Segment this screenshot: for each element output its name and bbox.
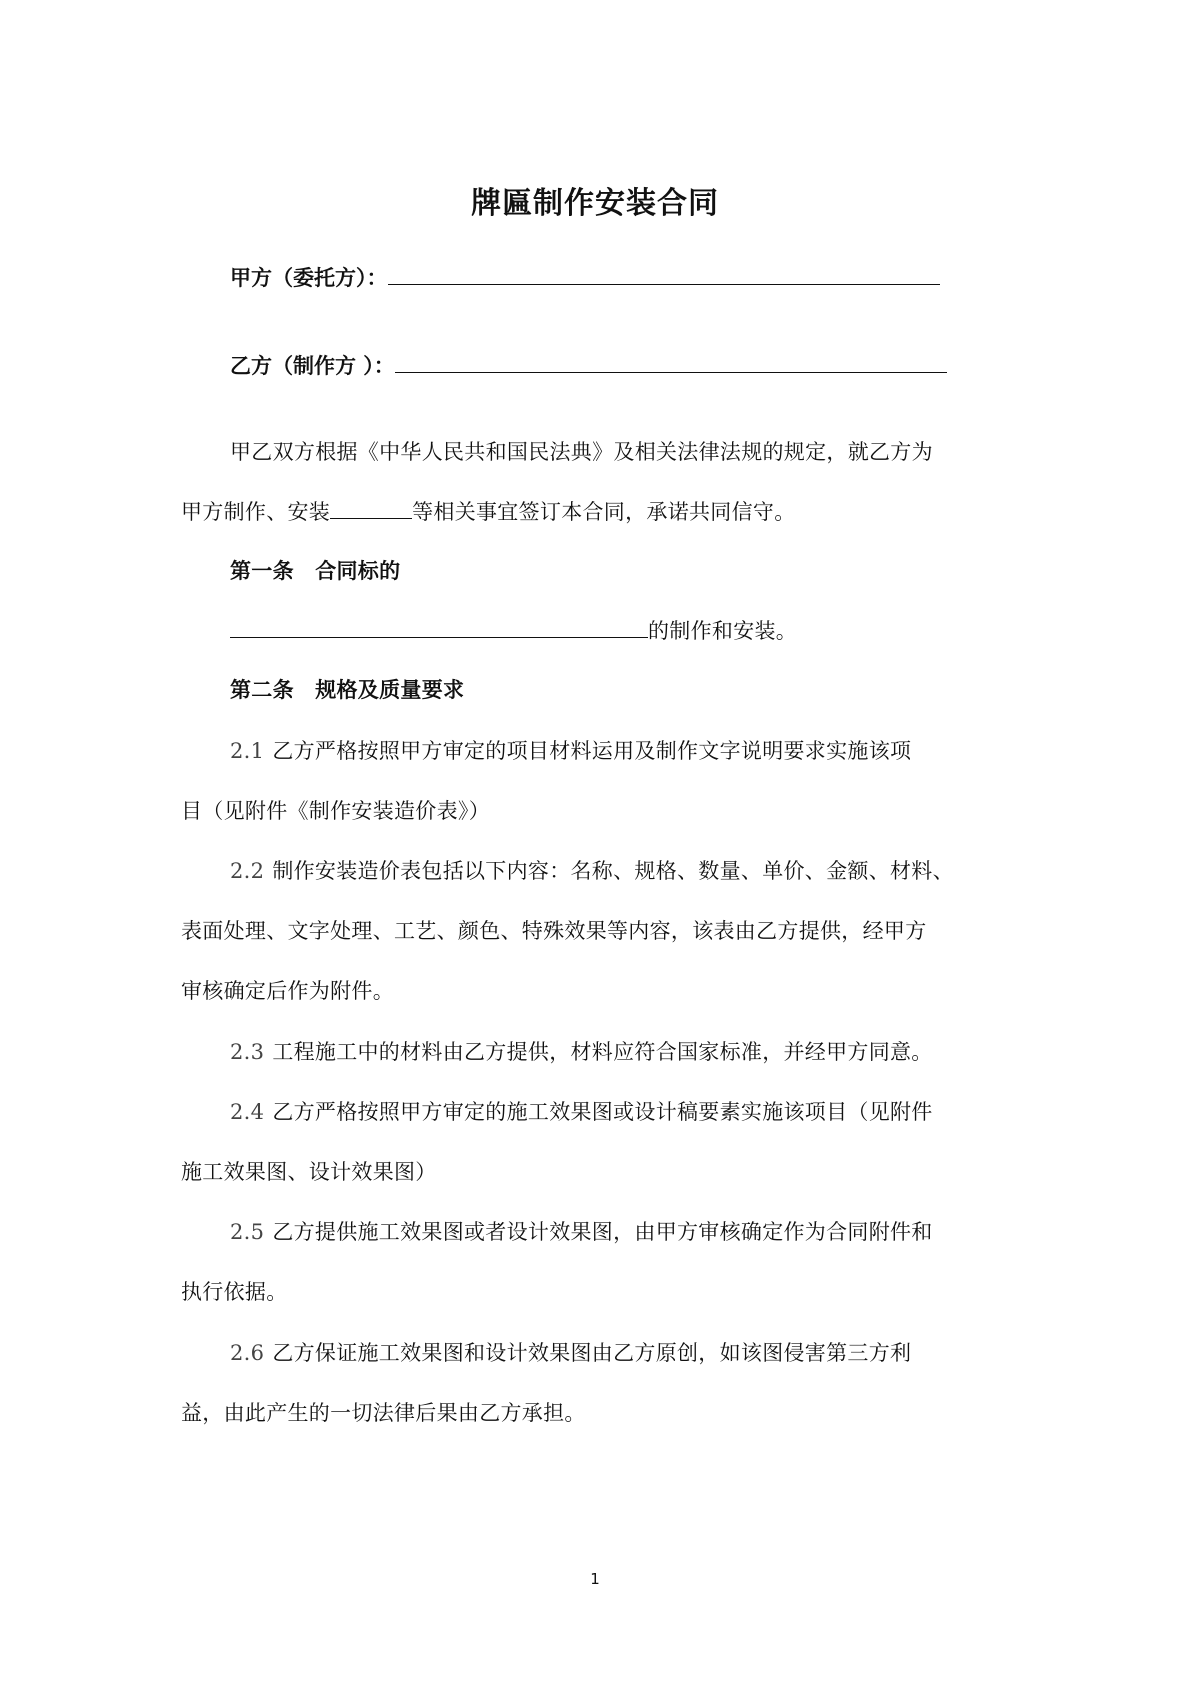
party-a-label: 甲方（委托方）： <box>230 266 388 290</box>
clause-2-1-text-1: 乙方严格按照甲方审定的项目材料运用及制作文字说明要求实施该项 <box>272 739 912 763</box>
article-1-text <box>230 615 797 645</box>
clause-2-1-line-1 <box>230 735 911 765</box>
article-1-suffix: 的制作和安装。 <box>648 619 798 643</box>
intro-line-2b: 等相关事宜签订本合同，承诺共同信守。 <box>412 500 796 524</box>
page-number: 1 <box>590 1570 600 1588</box>
clause-2-4-text-1: 乙方严格按照甲方审定的施工效果图或设计稿要素实施该项目（见附件 <box>272 1100 933 1124</box>
party-b-blank <box>395 350 947 373</box>
clause-2-4-line-2: 施工效果图、设计效果图） <box>181 1160 437 1184</box>
clause-2-5-number: 2.5 <box>230 1220 265 1244</box>
clause-2-3-line-1 <box>230 1036 933 1066</box>
clause-2-4-number: 2.4 <box>230 1100 265 1124</box>
clause-2-2-text-1: 制作安装造价表包括以下内容：名称、规格、数量、单价、金额、材料、 <box>272 859 954 883</box>
intro-line-2 <box>181 496 796 526</box>
clause-2-2-number: 2.2 <box>230 859 265 883</box>
intro-line-2a: 甲方制作、安装 <box>181 500 331 524</box>
clause-2-1-number: 2.1 <box>230 739 265 763</box>
clause-2-6-number: 2.6 <box>230 1341 265 1365</box>
party-b-label: 乙方（制作方 ）： <box>230 354 395 378</box>
clause-2-1-line-2: 目（见附件《制作安装造价表》） <box>181 799 490 823</box>
clause-2-2-line-3: 审核确定后作为附件。 <box>181 979 394 1003</box>
clause-2-2-line-2: 表面处理、文字处理、工艺、颜色、特殊效果等内容，该表由乙方提供，经甲方 <box>181 919 927 943</box>
clause-2-6-line-1 <box>230 1337 911 1367</box>
clause-2-4-line-1 <box>230 1096 933 1126</box>
subject-blank <box>230 615 648 638</box>
clause-2-3-number: 2.3 <box>230 1040 265 1064</box>
article-1-heading: 第一条 合同标的 <box>230 559 401 583</box>
page-title: 牌匾制作安装合同 <box>471 186 719 221</box>
party-a-line <box>230 262 940 292</box>
clause-2-5-line-2: 执行依据。 <box>181 1280 288 1304</box>
clause-2-3-text-1: 工程施工中的材料由乙方提供，材料应符合国家标准，并经甲方同意。 <box>272 1040 933 1064</box>
clause-2-6-text-1: 乙方保证施工效果图和设计效果图由乙方原创，如该图侵害第三方利 <box>272 1341 912 1365</box>
clause-2-5-line-1 <box>230 1216 933 1246</box>
party-b-line <box>230 350 947 380</box>
intro-line-1: 甲乙双方根据《中华人民共和国民法典》及相关法律法规的规定，就乙方为 <box>230 440 933 464</box>
intro-item-blank <box>330 496 412 519</box>
clause-2-2-line-1 <box>230 855 954 885</box>
article-2-heading: 第二条 规格及质量要求 <box>230 678 465 702</box>
clause-2-5-text-1: 乙方提供施工效果图或者设计效果图，由甲方审核确定作为合同附件和 <box>272 1220 933 1244</box>
clause-2-6-line-2: 益，由此产生的一切法律后果由乙方承担。 <box>181 1401 586 1425</box>
party-a-blank <box>388 262 940 285</box>
